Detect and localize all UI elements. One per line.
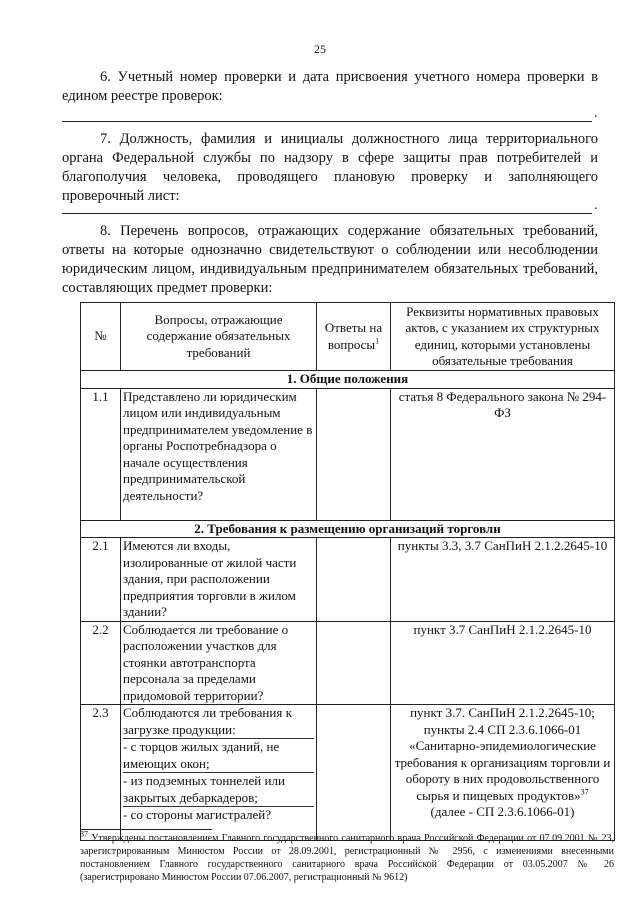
section-title: 1. Общие положения xyxy=(81,371,615,389)
section-title: 2. Требования к размещению организаций торговли xyxy=(81,520,615,538)
answer-cell[interactable] xyxy=(317,705,391,841)
header-answers-text: Ответы на вопросы xyxy=(324,320,383,352)
row-number: 2.2 xyxy=(81,621,121,705)
item-8-paragraph xyxy=(62,222,598,298)
table-row xyxy=(81,705,615,841)
footnote-separator xyxy=(80,829,212,830)
row-question xyxy=(121,388,317,520)
footnote xyxy=(80,829,615,884)
question-line: Представлено ли юридическим лицом или индивидуальным предпринимателем уведомление в органы Роспотребнадзора о начале осуществления предпринимательской деятельности? xyxy=(123,388,313,503)
row-question xyxy=(121,621,317,705)
item-6-fill-period: . xyxy=(594,106,598,121)
row-reference: статья 8 Федерального закона № 294-ФЗ xyxy=(391,388,615,520)
table-row xyxy=(81,538,615,622)
question-line: Имеются ли входы, изолированные от жилой части здания, при расположении предприятия торговли в жилом здании? xyxy=(123,538,297,619)
footnote-text: Утверждены постановлением Главного государственного санитарного врача Российской Федерации от 07.09.2001 № 23, зарегистрированным Минюстом России от 28.09.2001, регистрационный № 2956, с изменениями внесенными постановлением Главного государственного санитарного врача Российской Федерации от 03.05.2007 № 26 (зарегистрировано Минюстом России 07.06.2007, регистрационный № 9612) xyxy=(80,833,615,883)
row-number: 1.1 xyxy=(81,388,121,520)
row-reference: пункт 3.7 СанПиН 2.1.2.2645-10 xyxy=(391,621,615,705)
table-header-row xyxy=(81,303,615,371)
question-line: - с торцов жилых зданий, не имеющих окон; xyxy=(123,739,314,773)
row-question xyxy=(121,705,317,841)
row-reference: пункты 3.3, 3.7 СанПиН 2.1.2.2645-10 xyxy=(391,538,615,622)
answer-cell[interactable] xyxy=(317,388,391,520)
item-8-text: 8. Перечень вопросов, отражающих содержание обязательных требований, ответы на которые однозначно свидетельствуют о соблюдении или несоблюдении юридическим лицом, индивидуальным предпринимателем обязательных требований, составляющих предмет проверки: xyxy=(62,223,598,296)
answer-cell[interactable] xyxy=(317,621,391,705)
header-questions: Вопросы, отражающие содержание обязательных требований xyxy=(121,303,317,371)
row-reference xyxy=(391,705,615,841)
item-7-paragraph xyxy=(62,130,598,206)
answer-cell[interactable] xyxy=(317,538,391,622)
section-row xyxy=(81,520,615,538)
item-7-text: 7. Должность, фамилия и инициалы должностного лица территориального органа Федеральной службы по надзору в сфере защиты прав потребителей и благополучия человека, проводящего плановую проверку и заполняющего проверочный лист: xyxy=(62,131,598,204)
header-answers xyxy=(317,303,391,371)
reference-text: пункт 3.7. СанПиН 2.1.2.2645-10; пункты 2.4 СП 2.3.6.1066-01 «Санитарно-эпидемиологические требования к организациям торговли и обороту в них продовольственного сырья и пищевых продуктов» xyxy=(394,705,611,803)
header-number: № xyxy=(81,303,121,371)
question-line: - со стороны магистралей? xyxy=(123,807,271,822)
question-line: Соблюдается ли требование о расположении участков для стоянки автотранспорта персонала за пределами придомовой территории? xyxy=(123,621,289,703)
row-number: 2.1 xyxy=(81,538,121,622)
header-answers-footnote-mark: 1 xyxy=(375,336,380,346)
row-question xyxy=(121,538,317,622)
section-row xyxy=(81,371,615,389)
item-7-fill-period: . xyxy=(594,198,598,213)
question-line: Соблюдаются ли требования к загрузке продукции: xyxy=(123,705,314,739)
question-line: - из подземных тоннелей или закрытых дебаркадеров; xyxy=(123,773,314,807)
item-7-fill-line xyxy=(62,213,592,214)
reference-tail: (далее - СП 2.3.6.1066-01) xyxy=(430,804,575,819)
requirements-table xyxy=(80,302,615,841)
item-6-paragraph xyxy=(62,68,598,106)
reference-footnote-mark: 37 xyxy=(580,787,589,797)
footnote-mark: 37 xyxy=(80,829,88,839)
header-references: Реквизиты нормативных правовых актов, с указанием их структурных единиц, которыми установлены обязательные требования xyxy=(391,303,615,371)
item-6-fill-line xyxy=(62,121,592,122)
item-6-text: 6. Учетный номер проверки и дата присвоения учетного номера проверки в едином реестре проверок: xyxy=(62,69,598,104)
row-number: 2.3 xyxy=(81,705,121,841)
page-number: 25 xyxy=(314,42,326,56)
table-row xyxy=(81,621,615,705)
table-row xyxy=(81,388,615,520)
